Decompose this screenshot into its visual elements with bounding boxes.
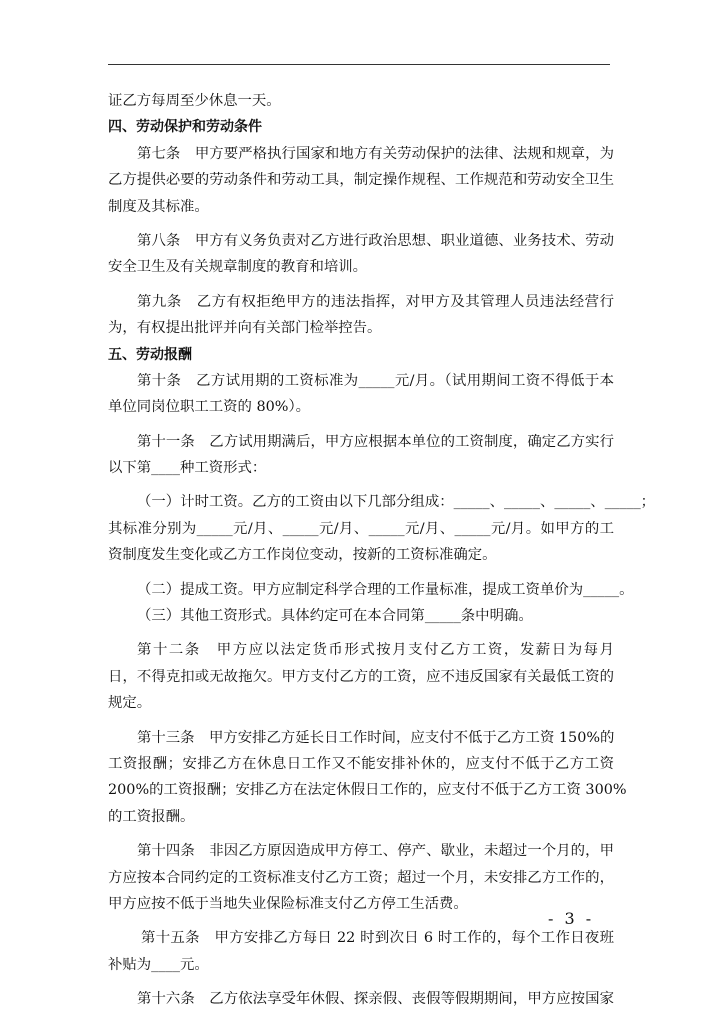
header-rule: [108, 64, 610, 65]
text-line: 制度及其标准。: [108, 198, 209, 215]
text-line: （一）计时工资。乙方的工资由以下几部分组成：_____、_____、_____、_____；: [137, 494, 656, 511]
text-line: 第十五条 甲方安排乙方每日 22 时到次日 6 时工作的，每个工作日夜班: [141, 930, 614, 947]
text-line: （三）其他工资形式。具体约定可在本合同第_____条中明确。: [137, 608, 533, 625]
text-line: 第十一条 乙方试用期满后，甲方应根据本单位的工资制度，确定乙方实行: [137, 433, 614, 450]
document-body: [108, 88, 656, 1013]
text-line: 乙方提供必要的劳动条件和劳动工具，制定操作规程、工作规范和劳动安全卫生: [108, 172, 614, 189]
text-line: 甲方应按不低于当地失业保险标准支付乙方停工生活费。: [108, 895, 468, 912]
text-line: 第八条 甲方有义务负责对乙方进行政治思想、职业道德、业务技术、劳动: [137, 232, 614, 249]
text-line: 第七条 甲方要严格执行国家和地方有关劳动保护的法律、法规和规章，为: [137, 145, 614, 162]
text-line: 第十六条 乙方依法享受年休假、探亲假、丧假等假期期间，甲方应按国家: [137, 991, 614, 1008]
text-line: 为，有权提出批评并向有关部门检举控告。: [108, 320, 382, 337]
text-line: 第十三条 甲方安排乙方延长日工作时间，应支付不低于乙方工资 150%的: [137, 729, 615, 746]
section-heading: 四、劳动保护和劳动条件: [108, 119, 262, 136]
text-line: 工资报酬；安排乙方在休息日工作又不能安排补休的，应支付不低于乙方工资: [108, 755, 614, 772]
text-line: 以下第____种工资形式：: [108, 460, 267, 477]
text-line: 第十二条 甲方应以法定货币形式按月支付乙方工资，发薪日为每月: [137, 642, 614, 659]
text-line: 安全卫生及有关规章制度的教育和培训。: [108, 259, 368, 276]
text-line: 的工资报酬。: [108, 808, 195, 825]
text-line: 资制度发生变化或乙方工作岗位变动，按新的工资标准确定。: [108, 547, 497, 564]
text-line: 200%的工资报酬；安排乙方在法定休假日工作的，应支付不低于乙方工资 300%: [108, 782, 627, 799]
text-line: 证乙方每周至少休息一天。: [108, 93, 281, 109]
text-line: 方应按本合同约定的工资标准支付乙方工资；超过一个月，未安排乙方工作的，: [108, 869, 614, 886]
text-line: 补贴为____元。: [108, 956, 209, 973]
text-line: （二）提成工资。甲方应制定科学合理的工作量标准，提成工资单价为_____。: [137, 581, 634, 598]
text-line: 单位同岗位职工工资的 80%）。: [108, 399, 311, 416]
text-line: 第十四条 非因乙方原因造成甲方停工、停产、歇业，未超过一个月的，甲: [137, 843, 614, 860]
text-line: 其标准分别为_____元/月、_____元/月、_____元/月、_____元/月。如甲方的工: [108, 520, 614, 537]
text-line: 第九条 乙方有权拒绝甲方的违法指挥，对甲方及其管理人员违法经营行: [137, 293, 614, 310]
text-line: 第十条 乙方试用期的工资标准为_____元/月。（试用期间工资不得低于本: [137, 372, 614, 389]
page-number: - 3 -: [548, 909, 595, 928]
section-heading: 五、劳动报酬: [108, 346, 192, 363]
text-line: 规定。: [108, 695, 152, 712]
text-line: 日，不得克扣或无故拖欠。甲方支付乙方的工资，应不违反国家有关最低工资的: [108, 668, 614, 685]
